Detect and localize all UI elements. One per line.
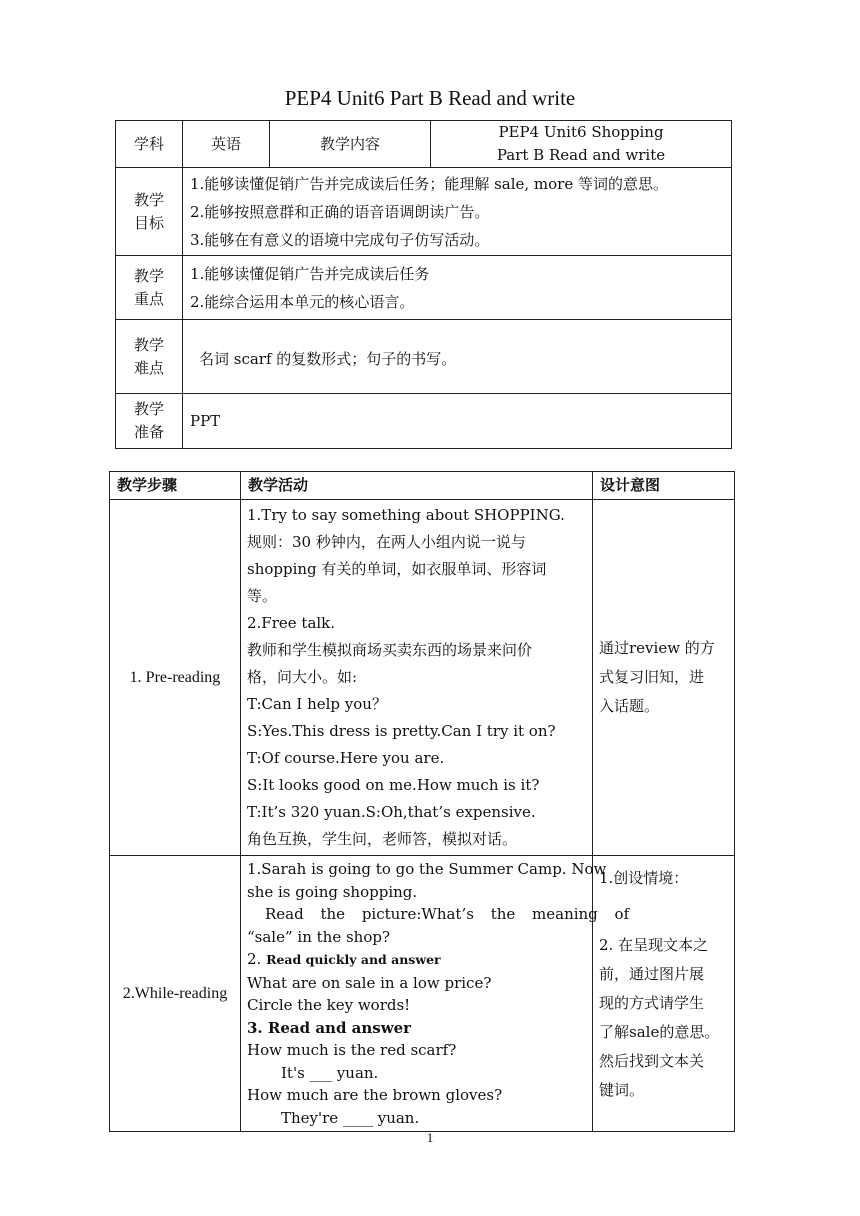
header-purpose: 设计意图: [593, 472, 735, 500]
subject-value: 英语: [183, 121, 270, 168]
activity-line: 3. Read and answer: [247, 1018, 412, 1037]
activity-line: 角色互换，学生问，老师答，模拟对话。: [247, 830, 518, 848]
while-reading-purpose: 1.创设情境： 2. 在呈现文本之 前，通过图片展 现的方式请学生 了解sale的意思。 然后找到文本关 键词。: [593, 856, 735, 1132]
activity-line: T:Can I help you？: [247, 695, 387, 713]
activity-line: 规则：30 秒钟内，在两人小组内说一说与: [247, 533, 526, 551]
activity-line: How much are the brown gloves?: [247, 1086, 503, 1104]
key-point-item: 2.能综合运用本单元的核心语言。: [190, 292, 415, 311]
while-reading-row: [110, 856, 735, 1132]
key-point-item: 1.能够读懂促销广告并完成读后任务: [190, 264, 430, 283]
pre-reading-purpose: 通过review 的方 式复习旧知，进 入话题。: [593, 500, 735, 856]
content-value-line2: Part B Read and write: [496, 146, 666, 164]
subject-label: 学科: [116, 121, 183, 168]
difficulty-row: [116, 320, 732, 394]
activity-line: T:It’s 320 yuan.S:Oh,that’s expensive.: [247, 803, 536, 821]
prep-content: PPT: [183, 394, 732, 449]
goals-content: [183, 168, 732, 256]
goal-item: 3.能够在有意义的语境中完成句子仿写活动。: [190, 230, 490, 249]
activity-line: 格，问大小。如:: [247, 668, 358, 686]
activity-line: S:Yes.This dress is pretty.Can I try it on?: [247, 722, 556, 740]
activity-line: What are on sale in a low price?: [247, 973, 492, 992]
activity-line: Read the picture:What’s the meaning of: [265, 905, 630, 923]
pre-reading-row: [110, 500, 735, 856]
activity-line: T:Of course.Here you are.: [247, 749, 445, 767]
key-points-row: [116, 256, 732, 320]
pre-reading-activities: [241, 500, 593, 856]
key-points-content: [183, 256, 732, 320]
page-number: 1: [426, 1130, 434, 1145]
activity-line: 2. Read quickly and answer: [247, 950, 441, 968]
content-label: 教学内容: [270, 121, 431, 168]
activity-line: 教师和学生模拟商场买卖东西的场景来问价: [247, 641, 533, 659]
while-reading-activities: [241, 856, 630, 1132]
activity-line: 1.Sarah is going to go the Summer Camp. Now: [247, 860, 607, 878]
content-value-line1: PEP4 Unit6 Shopping: [498, 123, 664, 141]
subject-row: [116, 121, 732, 168]
goal-item: 1.能够读懂促销广告并完成读后任务；能理解 sale, more 等词的意思。: [190, 174, 669, 193]
activity-line: Circle the key words!: [247, 996, 411, 1014]
goals-row: [116, 168, 732, 256]
difficulty-content: 名词 scarf 的复数形式；句子的书写。: [183, 320, 732, 394]
pre-reading-step: 1. Pre-reading: [110, 500, 241, 856]
difficulty-label: 教学 难点: [116, 320, 183, 394]
activity-line: 1.Try to say something about SHOPPING.: [247, 506, 565, 524]
goal-item: 2.能够按照意群和正确的语音语调朗读广告。: [190, 202, 490, 221]
prep-row: [116, 394, 732, 449]
content-value: [431, 121, 732, 168]
activity-line: 2.Free talk.: [247, 614, 336, 632]
activity-line: S:It looks good on me.How much is it?: [247, 776, 540, 794]
key-points-label: 教学 重点: [116, 256, 183, 320]
header-activities: 教学活动: [241, 472, 593, 500]
activity-line: shopping 有关的单词，如衣服单词、形容词: [247, 560, 547, 578]
lesson-info-table: [115, 120, 732, 449]
activity-line: 等。: [247, 587, 278, 605]
teaching-steps-table: [109, 471, 735, 1132]
activity-line: “sale” in the shop?: [247, 927, 391, 946]
activity-line: How much is the red scarf?: [247, 1041, 457, 1059]
prep-label: 教学 准备: [116, 394, 183, 449]
activity-line: It's ___ yuan.: [281, 1063, 379, 1082]
header-steps: 教学步骤: [110, 472, 241, 500]
while-reading-step: 2.While-reading: [110, 856, 241, 1132]
activity-line: she is going shopping.: [247, 882, 418, 901]
page-title: PEP4 Unit6 Part B Read and write: [284, 86, 576, 110]
steps-header-row: [110, 472, 735, 500]
goals-label: 教学 目标: [116, 168, 183, 256]
activity-line: They're ____ yuan.: [281, 1108, 420, 1127]
